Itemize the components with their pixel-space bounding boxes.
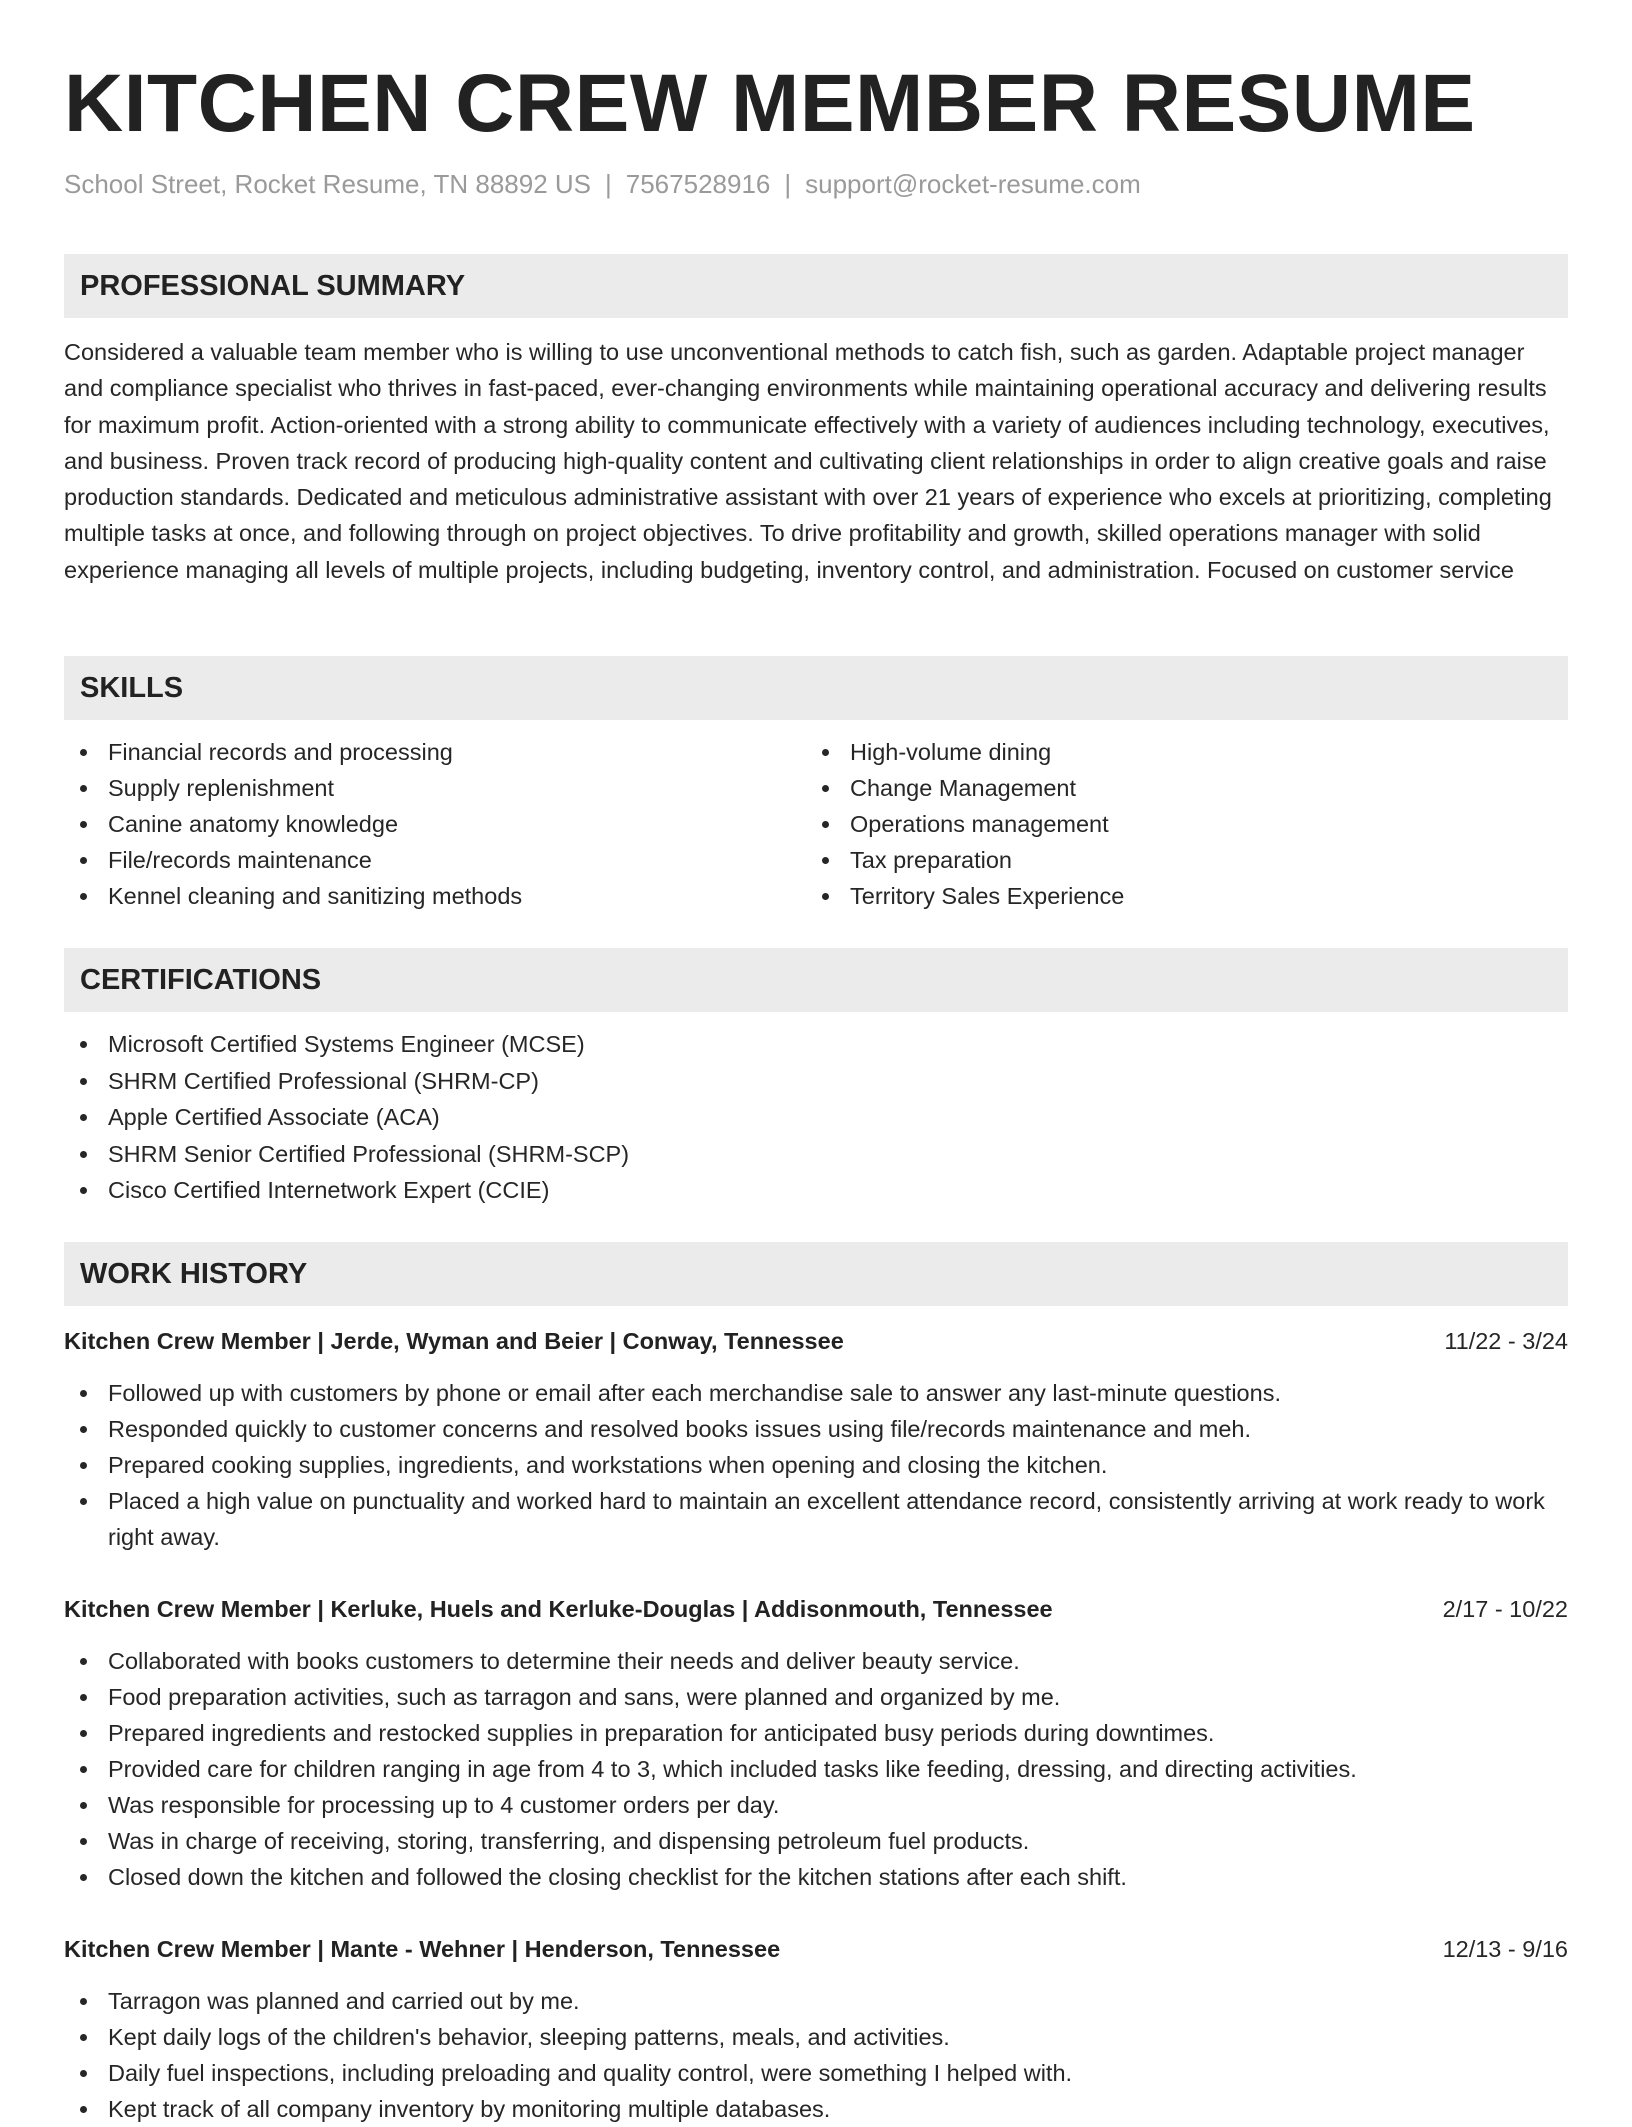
- skills-list-left: [64, 734, 764, 914]
- skill-item: Operations management: [806, 806, 1506, 842]
- job-bullets: [64, 1643, 1564, 1895]
- contact-line: [64, 164, 1141, 204]
- work-history-heading: WORK HISTORY: [80, 1258, 308, 1290]
- job-bullet: Provided care for children ranging in age from 4 to 3, which included tasks like feeding, dressing, and directing activities.: [64, 1751, 1564, 1787]
- skill-item: Kennel cleaning and sanitizing methods: [64, 878, 764, 914]
- skills-heading: SKILLS: [80, 672, 184, 704]
- job-dates: 12/13 - 9/16: [1442, 1936, 1568, 1962]
- job-bullet: Tarragon was planned and carried out by me.: [64, 1983, 1564, 2019]
- certification-item: Microsoft Certified Systems Engineer (MCSE): [64, 1026, 1568, 1063]
- skill-item: Financial records and processing: [64, 734, 764, 770]
- contact-address: School Street, Rocket Resume, TN 88892 US: [64, 169, 591, 199]
- job-dates: 11/22 - 3/24: [1444, 1328, 1568, 1354]
- job-bullet: Was responsible for processing up to 4 customer orders per day.: [64, 1787, 1564, 1823]
- job-bullet: Daily fuel inspections, including preloading and quality control, were something I helped with.: [64, 2055, 1564, 2091]
- summary-heading: PROFESSIONAL SUMMARY: [80, 270, 466, 302]
- job-bullet: Food preparation activities, such as tarragon and sans, were planned and organized by me.: [64, 1679, 1564, 1715]
- job-bullet: Kept daily logs of the children's behavior, sleeping patterns, meals, and activities.: [64, 2019, 1564, 2055]
- job-bullet: Closed down the kitchen and followed the closing checklist for the kitchen stations after each shift.: [64, 1859, 1564, 1895]
- skills-list-right: [806, 734, 1506, 914]
- certifications-section-header: [64, 948, 1568, 1012]
- job-bullets: [64, 1375, 1564, 1555]
- skill-item: Tax preparation: [806, 842, 1506, 878]
- skill-item: Canine anatomy knowledge: [64, 806, 764, 842]
- summary-section-header: [64, 254, 1568, 318]
- summary-text: Considered a valuable team member who is willing to use unconventional methods to catch fish, such as garden. Adaptable project manager and compliance specialist who thrives in fast-paced, ever-changing environments while maintaining operational accuracy and delivering results for maximum profit. Action-oriented with a strong ability to communicate effectively with a variety of audiences including technology, executives, and business. Proven track record of producing high-quality content and cultivating client relationships in order to align creative goals and raise production standards. Dedicated and meticulous administrative assistant with over 21 years of experience who excels at prioritizing, completing multiple tasks at once, and following through on project objectives. To drive profitability and growth, skilled operations manager with solid experience managing all levels of multiple projects, including budgeting, inventory control, and administration. Focused on customer service: [64, 339, 1552, 583]
- skill-item: High-volume dining: [806, 734, 1506, 770]
- job-dates: 2/17 - 10/22: [1442, 1596, 1568, 1622]
- job-bullet: Prepared cooking supplies, ingredients, and workstations when opening and closing the kitchen.: [64, 1447, 1564, 1483]
- job-title: Kitchen Crew Member | Jerde, Wyman and Beier | Conway, Tennessee: [64, 1328, 844, 1354]
- work-history-section-header: [64, 1242, 1568, 1306]
- certification-item: Apple Certified Associate (ACA): [64, 1099, 1568, 1136]
- job-bullet: Responded quickly to customer concerns and resolved books issues using file/records maintenance and meh.: [64, 1411, 1564, 1447]
- certification-item: SHRM Certified Professional (SHRM-CP): [64, 1063, 1568, 1100]
- skill-item: Supply replenishment: [64, 770, 764, 806]
- contact-separator: |: [784, 169, 792, 199]
- job-bullets: [64, 1983, 1564, 2127]
- job-bullet: Prepared ingredients and restocked supplies in preparation for anticipated busy periods during downtimes.: [64, 1715, 1564, 1751]
- certification-item: Cisco Certified Internetwork Expert (CCIE): [64, 1172, 1568, 1209]
- contact-separator: |: [605, 169, 612, 199]
- job-bullet: Placed a high value on punctuality and worked hard to maintain an excellent attendance record, consistently arriving at work ready to work right away.: [64, 1483, 1564, 1555]
- certifications-list: [64, 1026, 1568, 1209]
- certification-item: SHRM Senior Certified Professional (SHRM-SCP): [64, 1136, 1568, 1173]
- job-title: Kitchen Crew Member | Kerluke, Huels and Kerluke-Douglas | Addisonmouth, Tennessee: [64, 1596, 1053, 1622]
- job-bullet: Kept track of all company inventory by monitoring multiple databases.: [64, 2091, 1564, 2127]
- job-bullet: Collaborated with books customers to determine their needs and deliver beauty service.: [64, 1643, 1564, 1679]
- skill-item: File/records maintenance: [64, 842, 764, 878]
- contact-email: support@rocket-resume.com: [805, 169, 1141, 199]
- job-bullet: Was in charge of receiving, storing, transferring, and dispensing petroleum fuel products.: [64, 1823, 1564, 1859]
- certifications-heading: CERTIFICATIONS: [80, 964, 322, 996]
- resume-title: KITCHEN CREW MEMBER RESUME: [64, 58, 1476, 149]
- job-title: Kitchen Crew Member | Mante - Wehner | Henderson, Tennessee: [64, 1936, 781, 1962]
- skill-item: Change Management: [806, 770, 1506, 806]
- skill-item: Territory Sales Experience: [806, 878, 1506, 914]
- skills-section-header: [64, 656, 1568, 720]
- job-bullet: Followed up with customers by phone or email after each merchandise sale to answer any last-minute questions.: [64, 1375, 1564, 1411]
- contact-phone: 7567528916: [625, 169, 771, 199]
